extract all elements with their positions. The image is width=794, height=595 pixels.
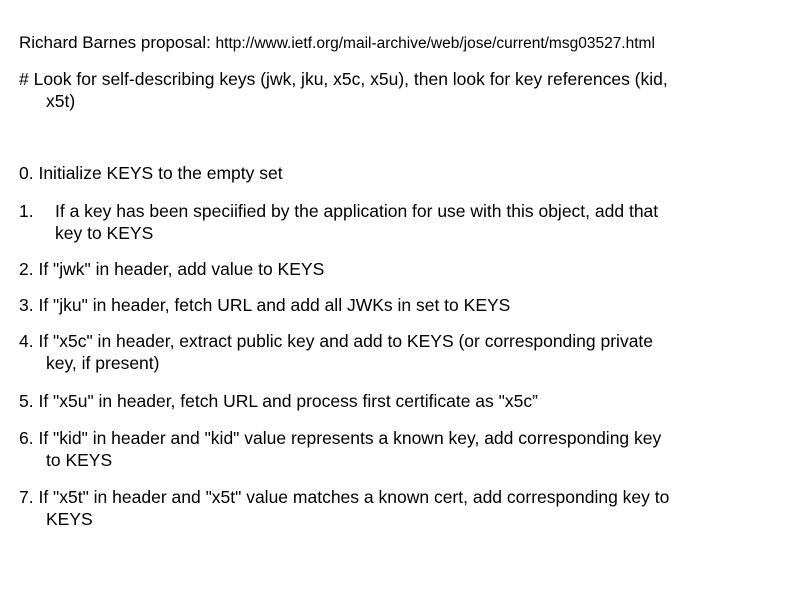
step-7 [19, 486, 779, 530]
proposal-url-link[interactable]: http://www.ietf.org/mail-archive/web/jose/current/msg03527.html [215, 35, 655, 52]
paragraph-line: 0. Initialize KEYS to the empty set [19, 163, 283, 183]
paragraph-line: If a key has been speciified by the application for use with this object, add that [55, 201, 659, 221]
paragraph-continuation: key to KEYS [55, 223, 154, 243]
paragraph-intro [19, 68, 779, 112]
paragraph-continuation: x5t) [46, 91, 76, 111]
paragraph-continuation: to KEYS [46, 450, 113, 470]
step-4 [19, 330, 779, 374]
proposal-header [19, 33, 655, 53]
paragraph-line: 7. If "x5t" in header and "x5t" value matches a known cert, add corresponding key to [19, 487, 670, 507]
paragraph-line: 4. If "x5c" in header, extract public key and add to KEYS (or corresponding private [19, 331, 654, 351]
step-0 [19, 162, 779, 184]
paragraph-line: 6. If "kid" in header and "kid" value represents a known key, add corresponding key [19, 428, 662, 448]
paragraph-line: # Look for self-describing keys (jwk, jku, x5c, x5u), then look for key references (kid, [19, 69, 668, 89]
step-6 [19, 427, 779, 471]
step-3 [19, 294, 779, 316]
paragraph-line: 5. If "x5u" in header, fetch URL and process first certificate as "x5c” [19, 391, 538, 411]
step-2 [19, 258, 779, 280]
step-1 [19, 200, 779, 244]
paragraph-line: 3. If "jku" in header, fetch URL and add all JWKs in set to KEYS [19, 295, 511, 315]
header-prefix: Richard Barnes proposal: [19, 33, 216, 52]
step-number: 1. [19, 201, 34, 221]
step-5 [19, 390, 779, 412]
paragraph-continuation: KEYS [46, 509, 93, 529]
paragraph-continuation: key, if present) [46, 353, 160, 373]
paragraph-line: 2. If "jwk" in header, add value to KEYS [19, 259, 325, 279]
